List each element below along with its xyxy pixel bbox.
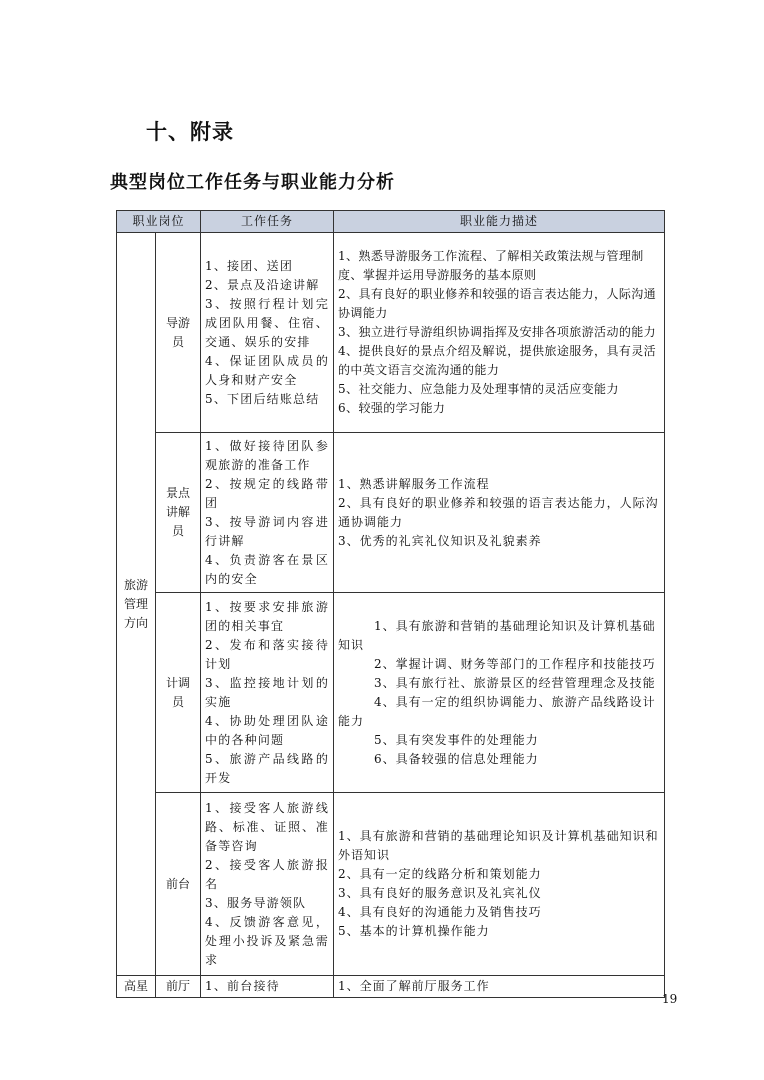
- position-line: 员: [172, 334, 185, 349]
- task-item: 3、服务导游领队: [205, 895, 307, 910]
- ability-item: 3、独立进行导游组织协调指挥及安排各项旅游活动的能力: [338, 325, 657, 339]
- position-line: 员: [172, 694, 185, 709]
- task-item: 4、保证团队成员的人身和财产安全: [205, 353, 330, 387]
- task-item: 5、旅游产品线路的开发: [205, 751, 330, 785]
- ability-item: 4、具有一定的组织协调能力、旅游产品线路设计能力: [338, 694, 656, 728]
- task-item: 4、负责游客在景区内的安全: [205, 552, 330, 586]
- task-item: 1、按要求安排旅游团的相关事宜: [205, 599, 330, 633]
- task-item: 1、做好接待团队参观旅游的准备工作: [205, 438, 330, 472]
- tasks-cell: [201, 433, 334, 593]
- direction-line: 旅游: [123, 577, 148, 592]
- task-item: 4、反馈游客意见，处理小投诉及紧急需求: [205, 914, 330, 967]
- position-cell: [156, 233, 201, 433]
- ability-item: 2、具有良好的职业修养和较强的语言表达能力，人际沟通协调能力: [338, 287, 657, 320]
- task-item: 2、发布和落实接待计划: [205, 637, 330, 671]
- header-position: 职业岗位: [117, 211, 201, 233]
- position-cell: 前厅: [156, 976, 201, 998]
- direction-line: 方向: [123, 615, 148, 630]
- task-item: 3、按照行程计划完成团队用餐、住宿、交通、娱乐的安排: [205, 296, 330, 349]
- position-line: 景点: [166, 486, 191, 500]
- section-heading: 十、附录: [146, 119, 234, 144]
- table-row: [117, 976, 665, 998]
- job-ability-table: [116, 210, 665, 998]
- abilities-cell: [334, 433, 665, 593]
- position-line: 讲解: [166, 505, 191, 519]
- ability-item: 1、具有旅游和营销的基础理论知识及计算机基础知识和外语知识: [338, 829, 659, 862]
- table-row: [117, 233, 665, 433]
- tasks-cell: [201, 233, 334, 433]
- ability-item: 6、具备较强的信息处理能力: [374, 751, 539, 766]
- position-line: 计调: [166, 675, 191, 690]
- header-tasks: 工作任务: [201, 211, 334, 233]
- ability-item: 4、具有良好的沟通能力及销售技巧: [338, 905, 542, 919]
- tasks-cell: 1、前台接待: [201, 976, 334, 998]
- ability-item: 2、掌握计调、财务等部门的工作程序和技能技巧: [374, 656, 656, 671]
- page-number: 19: [662, 992, 678, 1006]
- position-cell: [156, 793, 201, 976]
- task-item: 2、接受客人旅游报名: [205, 857, 330, 891]
- abilities-cell: [334, 233, 665, 433]
- ability-item: 3、具有良好的服务意识及礼宾礼仪: [338, 886, 542, 900]
- task-item: 1、接团、送团: [205, 258, 294, 273]
- ability-item: 3、具有旅行社、旅游景区的经营管理理念及技能: [374, 675, 656, 690]
- ability-item: 2、具有一定的线路分析和策划能力: [338, 867, 542, 881]
- table-row: [117, 433, 665, 593]
- table-caption: 典型岗位工作任务与职业能力分析: [110, 172, 395, 193]
- ability-item: 1、熟悉讲解服务工作流程: [338, 476, 490, 491]
- ability-item: 6、较强的学习能力: [338, 401, 446, 415]
- task-item: 4、协助处理团队途中的各种问题: [205, 713, 330, 747]
- abilities-cell: 1、全面了解前厅服务工作: [334, 976, 665, 998]
- ability-item: 1、熟悉导游服务工作流程、了解相关政策法规与管理制度、掌握并运用导游服务的基本原则: [338, 249, 644, 282]
- table-row: [117, 793, 665, 976]
- ability-item: 5、基本的计算机操作能力: [338, 924, 490, 938]
- direction-cell: 高星: [117, 976, 156, 998]
- ability-item: 1、具有旅游和营销的基础理论知识及计算机基础知识: [338, 618, 656, 652]
- table-row: [117, 593, 665, 793]
- task-item: 2、景点及沿途讲解: [205, 277, 320, 292]
- abilities-cell: [334, 793, 665, 976]
- task-item: 3、按导游词内容进行讲解: [205, 514, 330, 548]
- task-item: 1、接受客人旅游线路、标准、证照、准备等咨询: [205, 800, 330, 853]
- table-header-row: [117, 211, 665, 233]
- tasks-cell: [201, 593, 334, 793]
- header-abilities: 职业能力描述: [334, 211, 665, 233]
- ability-item: 5、具有突发事件的处理能力: [374, 732, 539, 747]
- direction-cell: [117, 233, 156, 976]
- position-line: 前台: [166, 876, 191, 891]
- direction-line: 管理: [123, 596, 148, 611]
- ability-item: 2、具有良好的职业修养和较强的语言表达能力，人际沟通协调能力: [338, 495, 659, 529]
- task-item: 3、监控接地计划的实施: [205, 675, 330, 709]
- position-line: 员: [172, 524, 185, 538]
- ability-item: 3、优秀的礼宾礼仪知识及礼貌素养: [338, 533, 542, 548]
- ability-item: 5、社交能力、应急能力及处理事情的灵活应变能力: [338, 382, 619, 396]
- tasks-cell: [201, 793, 334, 976]
- position-line: 导游: [166, 315, 191, 330]
- task-item: 5、下团后结账总结: [205, 391, 320, 406]
- task-item: 2、按规定的线路带团: [205, 476, 330, 510]
- position-cell: [156, 593, 201, 793]
- ability-item: 4、提供良好的景点介绍及解说，提供旅途服务，具有灵活的中英文语言交流沟通的能力: [338, 344, 657, 377]
- abilities-cell: [334, 593, 665, 793]
- position-cell: [156, 433, 201, 593]
